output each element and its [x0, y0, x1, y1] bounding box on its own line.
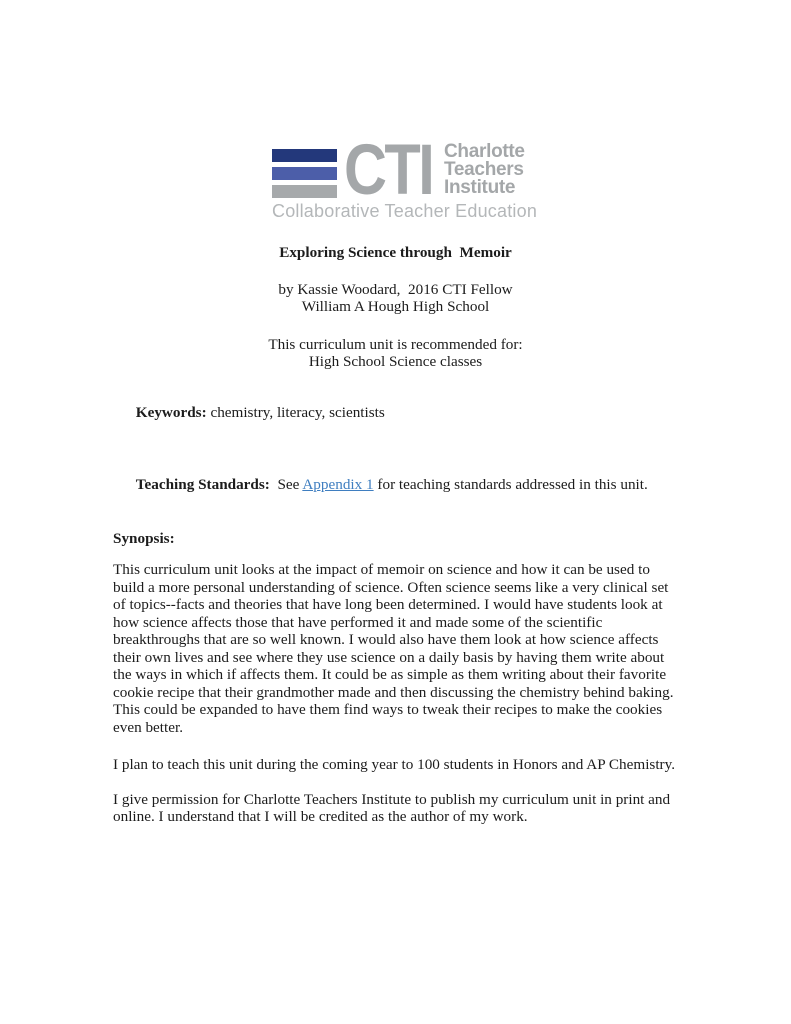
- keywords-section: [113, 387, 678, 440]
- teaching-standards-post-link: for teaching standards addressed in this unit.: [373, 475, 648, 493]
- recommended-for-line: This curriculum unit is recommended for:: [268, 335, 523, 353]
- institute-name-line-3: Institute: [444, 177, 516, 198]
- permission-paragraph: I give permission for Charlotte Teachers Institute to publish my curriculum unit in print and online. I understand that I will be credited as the author of my work.: [113, 790, 671, 825]
- synopsis-heading: Synopsis:: [113, 529, 175, 547]
- document-content: [0, 129, 791, 826]
- logo-tagline: Collaborative Teacher Education: [272, 201, 538, 221]
- document-title: Exploring Science through Memoir: [279, 244, 512, 261]
- cti-logo: [272, 129, 678, 221]
- cti-logo-row: [272, 129, 678, 210]
- logo-bar-gray: [272, 185, 337, 198]
- plan-paragraph: I plan to teach this unit during the coming year to 100 students in Honors and AP Chemistry.: [113, 756, 676, 773]
- logo-bar-medium-blue: [272, 167, 337, 180]
- keywords-value: chemistry, literacy, scientists: [206, 404, 385, 421]
- logo-bars-icon: [272, 149, 337, 198]
- logo-bar-dark-blue: [272, 149, 337, 162]
- byline-author: by Kassie Woodard, 2016 CTI Fellow: [278, 280, 513, 298]
- teaching-standards-label: Teaching Standards:: [135, 475, 270, 493]
- institute-name-line-1: Charlotte: [444, 141, 525, 162]
- teaching-standards-pre-link: See: [269, 475, 303, 493]
- synopsis-paragraph: This curriculum unit looks at the impact of memoir on science and how it can be used to build a more personal understanding of science. Often science seems like a very clinical set of topics--facts and theories that have long been determined. I would have students look at how science affects those that have performed it and made some of the scientific breakthroughs that are so well known. I would also have them look at how science affects their own lives and see where they use science on a daily basis by having them write about the ways in which if affects them. It could be as simple as them writing about their favorite cookie recipe that their grandmother made and then discussing the chemistry behind baking. This could be expanded to have them find ways to tweak their recipes to make the cookies even better.: [113, 561, 674, 736]
- teaching-standards-section: [113, 458, 678, 511]
- byline: [113, 281, 678, 316]
- cti-wordmark: CTI: [344, 129, 433, 210]
- recommended-for: [113, 336, 678, 371]
- recommended-audience: High School Science classes: [308, 353, 483, 370]
- byline-school: William A Hough High School: [301, 298, 490, 315]
- institute-name: [444, 143, 525, 197]
- keywords-label: Keywords:: [135, 404, 207, 421]
- appendix-1-link[interactable]: Appendix 1: [302, 475, 374, 493]
- institute-name-line-2: Teachers: [444, 159, 524, 180]
